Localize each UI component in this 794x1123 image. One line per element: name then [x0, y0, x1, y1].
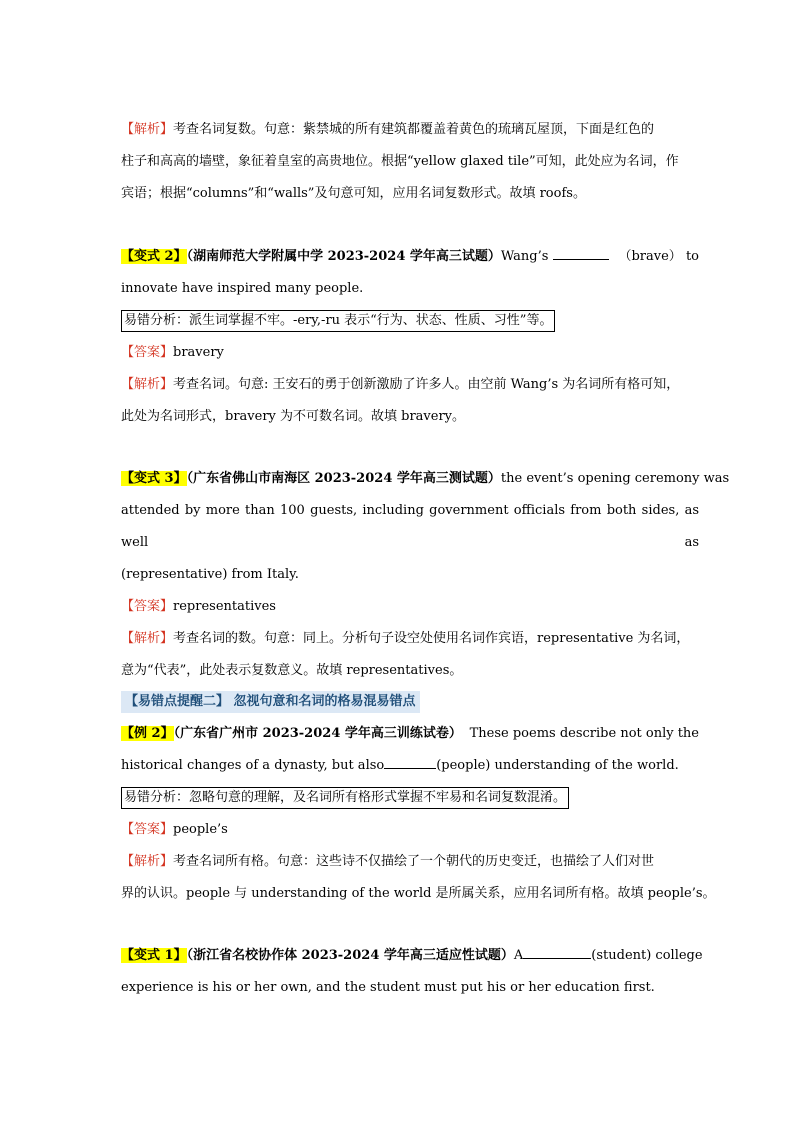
- analysis-line: 此处为名词形式，bravery 为不可数名词。故填 bravery。: [121, 409, 466, 424]
- answer-tag: 【答案】: [121, 822, 174, 837]
- analysis-line: 柱子和高高的墙壁，象征着皇室的高贵地位。根据“yellow glaxed tile”可知，此处应为名词，作: [121, 154, 679, 169]
- answer-text: bravery: [173, 345, 224, 360]
- question-text: These poems describe not only the: [469, 726, 699, 741]
- question-text: historical changes of a dynasty, but also: [121, 758, 385, 773]
- analysis-line: 宾语；根据“columns”和“walls”及句意可知，应用名词复数形式。故填 roofs。: [121, 186, 586, 201]
- answer-tag: 【答案】: [121, 599, 174, 614]
- question-source: （广东省佛山市南海区 2023-2024 学年高三测试题）: [186, 471, 501, 486]
- error-analysis-box: 易错分析：忽略句意的理解，及名词所有格形式掌握不牢易和名词复数混淆。: [121, 787, 569, 809]
- question-text: A: [513, 948, 524, 963]
- question-source: （湖南师范大学附属中学 2023-2024 学年高三试题）: [186, 249, 501, 264]
- section-heading-block: [121, 690, 699, 714]
- analysis-tag: 【解析】: [121, 377, 174, 392]
- analysis-tag: 【解析】: [121, 122, 174, 137]
- section-heading: 【易错点提醒二】 忽视句意和名词的格易混易错点: [121, 691, 420, 713]
- question-text: the event’s opening ceremony was: [500, 471, 730, 486]
- question-text: （brave） to: [618, 249, 699, 264]
- analysis-line: 考查名词复数。句意：紫禁城的所有建筑都覆盖着黄色的琉璃瓦屋顶，下面是红色的: [173, 122, 655, 137]
- analysis-paragraph-1: [121, 114, 699, 210]
- example-2: [121, 718, 716, 910]
- variant-3: [121, 463, 730, 687]
- question-text: experience is his or her own, and the student must put his or her education first.: [121, 980, 655, 995]
- error-analysis-box: 易错分析：派生词掌握不牢。-ery,-ru 表示“行为、状态、性质、习性”等。: [121, 310, 555, 332]
- analysis-line: 考查名词的数。句意：同上。分析句子设空处使用名词作宾语，representative 为名词，: [173, 631, 690, 646]
- variant-tag: 【变式 1】: [121, 948, 187, 963]
- answer-text: people’s: [173, 822, 228, 837]
- answer-blank[interactable]: [523, 944, 591, 959]
- answer-text: representatives: [173, 599, 276, 614]
- analysis-line: 意为“代表”，此处表示复数意义。故填 representatives。: [121, 663, 463, 678]
- question-text: (representative) from Italy.: [121, 567, 299, 582]
- variant-tag: 【变式 2】: [121, 249, 187, 264]
- variant-2: [121, 241, 699, 433]
- question-source: （浙江省名校协作体 2023-2024 学年高三适应性试题）: [186, 948, 514, 963]
- example-tag: 【例 2】: [121, 726, 174, 741]
- answer-tag: 【答案】: [121, 345, 174, 360]
- analysis-tag: 【解析】: [121, 631, 174, 646]
- answer-blank[interactable]: [553, 245, 609, 260]
- analysis-line: 考查名词。句意: 王安石的勇于创新激励了许多人。由空前 Wang’s 为名词所有格可知，: [173, 377, 680, 392]
- variant-tag: 【变式 3】: [121, 471, 187, 486]
- analysis-tag: 【解析】: [121, 854, 174, 869]
- analysis-line: 界的认识。people 与 understanding of the world 是所属关系，应用名词所有格。故填 people’s。: [121, 886, 716, 901]
- question-text: (student) college: [591, 948, 703, 963]
- question-text: attended by more than 100 guests, including government officials from both sides, as well as: [121, 503, 699, 550]
- question-text: innovate have inspired many people.: [121, 281, 364, 296]
- analysis-line: 考查名词所有格。句意：这些诗不仅描绘了一个朝代的历史变迁，也描绘了人们对世: [173, 854, 655, 869]
- variant-1: [121, 940, 703, 1004]
- answer-blank[interactable]: [384, 754, 436, 769]
- question-text: Wang’s: [500, 249, 553, 264]
- question-source: （广东省广州市 2023-2024 学年高三训练试卷）: [173, 726, 462, 741]
- question-text: (people) understanding of the world.: [436, 758, 679, 773]
